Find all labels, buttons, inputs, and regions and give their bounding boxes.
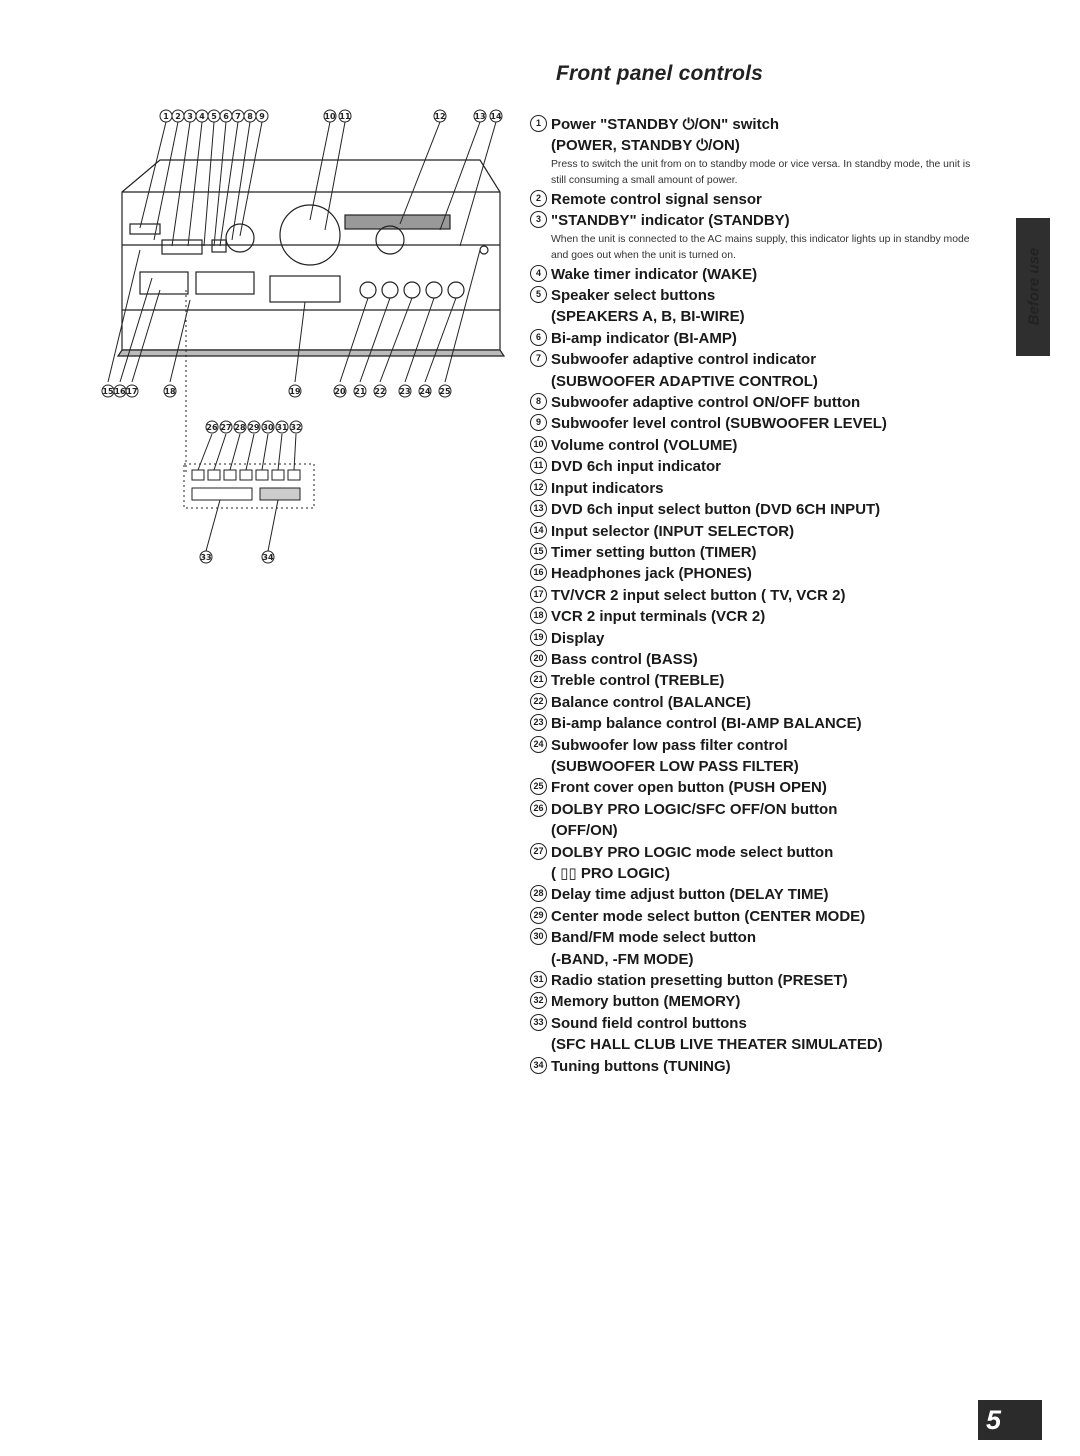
control-label: Delay time adjust button (DELAY TIME)	[551, 886, 829, 904]
control-note: Press to switch the unit from on to standby mode or vice versa. In standby mode, the unit is still consuming a small amount of power.	[551, 158, 971, 186]
callout-number: 12	[530, 479, 547, 496]
control-label: Display	[551, 629, 605, 647]
svg-text:4: 4	[199, 112, 205, 121]
control-30	[530, 927, 975, 970]
control-label: Bi-amp indicator (BI-AMP)	[551, 329, 737, 347]
control-label: Timer setting button (TIMER)	[551, 543, 757, 561]
control-note: When the unit is connected to the AC mains supply, this indicator lights up in standby mode and goes out when the unit is turned on.	[551, 233, 970, 261]
callout-number: 29	[530, 907, 547, 924]
control-label: Bass control (BASS)	[551, 650, 698, 668]
svg-text:28: 28	[234, 423, 246, 432]
control-label-cont: ( ▯▯ PRO LOGIC)	[551, 865, 671, 882]
callout-number: 28	[530, 885, 547, 902]
svg-text:19: 19	[289, 387, 301, 396]
svg-text:30: 30	[262, 423, 274, 432]
control-label: Center mode select button (CENTER MODE)	[551, 907, 866, 925]
svg-text:7: 7	[235, 112, 241, 121]
svg-text:17: 17	[126, 387, 138, 396]
control-28	[530, 884, 975, 905]
control-label-cont: (SPEAKERS A, B, BI-WIRE)	[551, 308, 745, 326]
callout-number: 1	[530, 115, 547, 132]
svg-text:21: 21	[354, 387, 366, 396]
control-label: DOLBY PRO LOGIC/SFC OFF/ON button	[551, 800, 838, 818]
control-label: Bi-amp balance control (BI-AMP BALANCE)	[551, 715, 862, 733]
callout-number: 11	[530, 457, 547, 474]
control-10	[530, 435, 975, 456]
callout-number: 23	[530, 714, 547, 731]
svg-text:18: 18	[164, 387, 176, 396]
svg-text:6: 6	[223, 112, 229, 121]
callout-number: 3	[530, 211, 547, 228]
svg-text:8: 8	[247, 112, 253, 121]
callout-number: 4	[530, 265, 547, 282]
control-29	[530, 906, 975, 927]
control-label: Tuning buttons (TUNING)	[551, 1057, 731, 1075]
callout-number: 15	[530, 543, 547, 560]
callout-number: 20	[530, 650, 547, 667]
svg-text:11: 11	[339, 112, 351, 121]
callout-number: 33	[530, 1014, 547, 1031]
controls-list	[530, 114, 975, 1077]
control-21	[530, 670, 975, 691]
control-26	[530, 799, 975, 842]
control-2	[530, 189, 975, 210]
control-19	[530, 628, 975, 649]
control-label: Wake timer indicator (WAKE)	[551, 265, 758, 283]
svg-text:23: 23	[399, 387, 411, 396]
control-4	[530, 264, 975, 285]
svg-text:24: 24	[419, 387, 431, 396]
page-title: Front panel controls	[556, 62, 764, 85]
control-label-cont: (POWER, STANDBY ⏻/ON)	[551, 137, 740, 155]
svg-text:33: 33	[200, 553, 212, 562]
control-11	[530, 456, 975, 477]
control-label: Treble control (TREBLE)	[551, 672, 725, 690]
control-20	[530, 649, 975, 670]
page-number: 5	[978, 1400, 1042, 1440]
svg-text:14: 14	[490, 112, 502, 121]
svg-text:27: 27	[220, 423, 232, 432]
svg-text:13: 13	[474, 112, 486, 121]
svg-text:26: 26	[206, 423, 218, 432]
svg-text:2: 2	[175, 112, 181, 121]
control-label: Input selector (INPUT SELECTOR)	[551, 522, 795, 540]
control-3	[530, 210, 975, 263]
control-16	[530, 563, 975, 584]
svg-text:3: 3	[187, 112, 193, 121]
callout-number: 30	[530, 928, 547, 945]
svg-text:29: 29	[248, 423, 260, 432]
callout-number: 26	[530, 800, 547, 817]
control-label: Subwoofer adaptive control indicator	[551, 351, 817, 369]
callout-number: 18	[530, 607, 547, 624]
control-label-cont: (SUBWOOFER ADAPTIVE CONTROL)	[551, 372, 818, 390]
control-label: Speaker select buttons	[551, 287, 716, 305]
control-label: Memory button (MEMORY)	[551, 993, 741, 1011]
control-label: DVD 6ch input indicator	[551, 458, 722, 476]
control-1	[530, 114, 975, 189]
control-14	[530, 521, 975, 542]
callout-number: 10	[530, 436, 547, 453]
control-24	[530, 735, 975, 778]
callout-number: 31	[530, 971, 547, 988]
control-17	[530, 585, 975, 606]
control-34	[530, 1056, 975, 1077]
callout-number: 22	[530, 693, 547, 710]
svg-text:1: 1	[163, 112, 169, 121]
control-9	[530, 413, 975, 434]
control-label: TV/VCR 2 input select button ( TV, VCR 2)	[551, 586, 846, 604]
control-27	[530, 842, 975, 885]
control-8	[530, 392, 975, 413]
control-label: Subwoofer low pass filter control	[551, 736, 788, 754]
callout-number: 5	[530, 286, 547, 303]
control-label: Subwoofer adaptive control ON/OFF button	[551, 394, 861, 412]
control-label: VCR 2 input terminals (VCR 2)	[551, 608, 766, 626]
svg-text:34: 34	[262, 553, 274, 562]
control-label: Subwoofer level control (SUBWOOFER LEVEL)	[551, 415, 887, 433]
callout-number: 17	[530, 586, 547, 603]
control-5	[530, 285, 975, 328]
callout-number: 21	[530, 671, 547, 688]
control-label-cont: (-BAND, -FM MODE)	[551, 950, 694, 968]
svg-text:20: 20	[334, 387, 346, 396]
control-label-cont: (SFC HALL CLUB LIVE THEATER SIMULATED)	[551, 1036, 883, 1054]
svg-text:5: 5	[211, 112, 217, 121]
callout-number: 25	[530, 778, 547, 795]
section-tab-label: Before use	[1025, 247, 1043, 326]
callout-number: 2	[530, 190, 547, 207]
control-22	[530, 692, 975, 713]
callout-number: 16	[530, 564, 547, 581]
svg-text:16: 16	[114, 387, 126, 396]
control-18	[530, 606, 975, 627]
svg-text:10: 10	[324, 112, 336, 121]
inset-panel	[184, 434, 314, 551]
control-label: Power "STANDBY ⏻/ON" switch	[551, 116, 780, 133]
control-label-cont: (OFF/ON)	[551, 822, 618, 840]
control-label: DVD 6ch input select button (DVD 6CH INPUT)	[551, 501, 881, 519]
control-25	[530, 777, 975, 798]
svg-text:15: 15	[102, 387, 114, 396]
callout-number: 32	[530, 992, 547, 1009]
callout-number: 19	[530, 629, 547, 646]
control-33	[530, 1013, 975, 1056]
control-31	[530, 970, 975, 991]
control-label: Headphones jack (PHONES)	[551, 565, 752, 583]
svg-text:9: 9	[259, 112, 265, 121]
control-label: Radio station presetting button (PRESET)	[551, 972, 848, 990]
control-label-cont: (SUBWOOFER LOW PASS FILTER)	[551, 757, 799, 775]
callout-number: 24	[530, 736, 547, 753]
control-label: Balance control (BALANCE)	[551, 693, 752, 711]
svg-text:31: 31	[276, 423, 288, 432]
svg-text:12: 12	[434, 112, 446, 121]
svg-text:32: 32	[290, 423, 302, 432]
front-panel-diagram	[100, 100, 520, 600]
control-label: DOLBY PRO LOGIC mode select button	[551, 843, 834, 861]
control-13	[530, 499, 975, 520]
callout-number: 34	[530, 1057, 547, 1074]
control-6	[530, 328, 975, 349]
callout-number: 27	[530, 843, 547, 860]
svg-text:22: 22	[374, 387, 386, 396]
control-12	[530, 478, 975, 499]
control-label: Volume control (VOLUME)	[551, 436, 738, 454]
control-7	[530, 349, 975, 392]
control-label: Remote control signal sensor	[551, 190, 762, 208]
control-label: Band/FM mode select button	[551, 929, 757, 947]
control-label: "STANDBY" indicator (STANDBY)	[551, 212, 790, 230]
control-label: Input indicators	[551, 479, 664, 497]
receiver-illustration	[118, 160, 504, 356]
callout-number: 8	[530, 393, 547, 410]
control-23	[530, 713, 975, 734]
control-15	[530, 542, 975, 563]
callout-number: 14	[530, 522, 547, 539]
control-label: Front cover open button (PUSH OPEN)	[551, 779, 827, 797]
control-32	[530, 991, 975, 1012]
control-label: Sound field control buttons	[551, 1014, 747, 1032]
callout-number: 7	[530, 350, 547, 367]
svg-text:25: 25	[439, 387, 451, 396]
callout-number: 9	[530, 414, 547, 431]
callout-number: 13	[530, 500, 547, 517]
callout-number: 6	[530, 329, 547, 346]
